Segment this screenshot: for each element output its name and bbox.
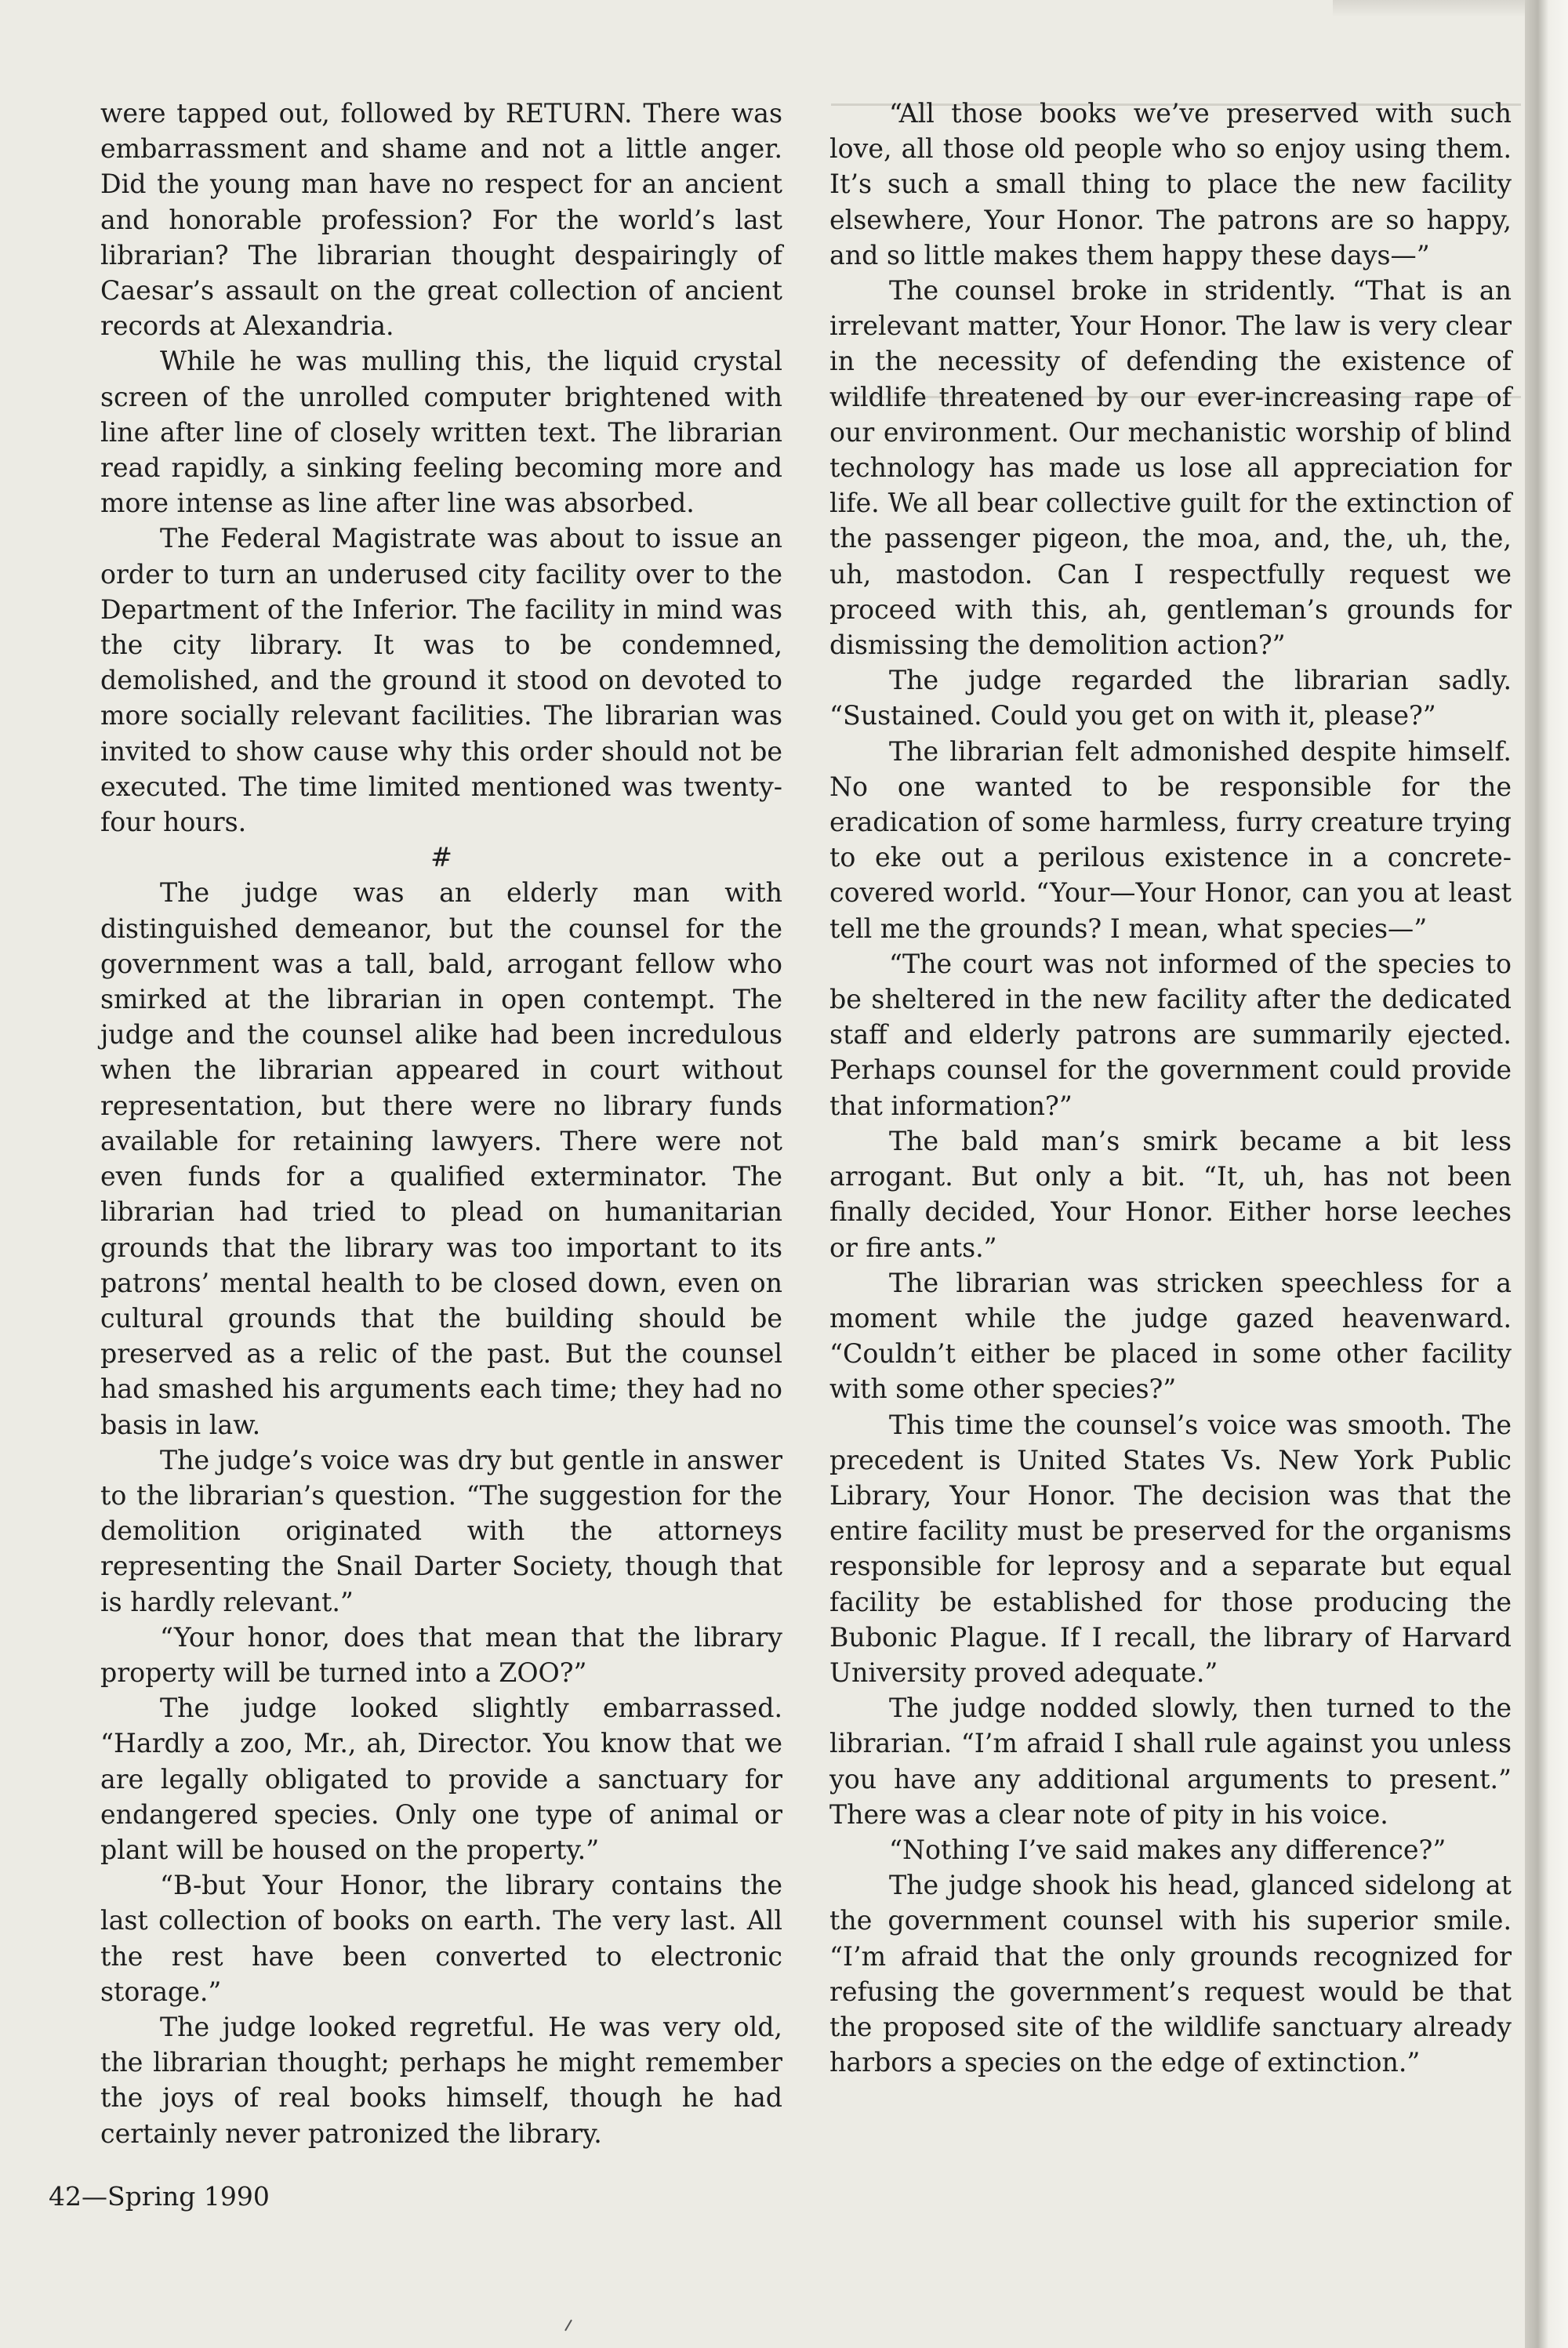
left-text-column <box>100 96 782 2151</box>
paragraph: The counsel broke in stridently. “That is an irrelevant matter, Your Honor. The law is very clear in the necessity of defending the existence of wildlife threatened by our ever-increasing rape of our environment. Our mechanistic worship of blind technology has made us lose all appreciation for life. We all bear collective guilt for the extinction of the passenger pigeon, the moa, and, the, uh, the, uh, mastodon. Can I respectfully request we proceed with this, ah, gentleman’s grounds for dismissing the demolition action?” <box>829 275 1512 661</box>
paragraph: The judge’s voice was dry but gentle in answer to the librarian’s question. “The suggestion for the demolition originated with the attorneys representing the Snail Darter Society, though that is hardly relevant.” <box>100 1444 782 1617</box>
paragraph: “All those books we’ve preserved with such love, all those old people who so enjoy using them. It’s such a small thing to place the new facility elsewhere, Your Honor. The patrons are so happy, and so little makes them happy these days—” <box>829 98 1512 270</box>
paragraph: “B-but Your Honor, the library contains the last collection of books on earth. The very last. All the rest have been converted to electronic storage.” <box>100 1870 782 2007</box>
paragraph: The judge looked slightly embarrassed. “Hardly a zoo, Mr., ah, Director. You know that we are legally obligated to provide a sanctuary for endangered species. Only one type of animal or plant will be housed on the property.” <box>100 1693 782 1865</box>
paragraph: The judge was an elderly man with distinguished demeanor, but the counsel for the government was a tall, bald, arrogant fellow who smirked at the librarian in open contempt. The judge and the counsel alike had been incredulous when the librarian appeared in court without representation, but there were no library funds available for retaining lawyers. There were not even funds for a qualified exterminator. The librarian had tried to plead on humanitarian grounds that the library was too important to its patrons’ mental health to be closed down, even on cultural grounds that the building should be preserved as a relic of the past. But the counsel had smashed his arguments each time; they had no basis in law. <box>100 877 782 1440</box>
page-top-shadow <box>1333 0 1525 17</box>
section-separator: # <box>430 842 452 873</box>
paragraph: While he was mulling this, the liquid crystal screen of the unrolled computer brightened with line after line of closely written text. The librarian read rapidly, a sinking feeling becoming more and more intense as line after line was absorbed. <box>100 346 782 519</box>
paragraph: The judge shook his head, glanced sidelong at the government counsel with his superior smile. “I’m afraid that the only grounds recognized for refusing the government’s request would be that the proposed site of the wildlife sanctuary already harbors a species on the edge of extinction.” <box>829 1870 1512 2078</box>
paper-speck <box>564 2320 572 2332</box>
paragraph: The Federal Magistrate was about to issue an order to turn an underused city facility over to the Department of the Inferior. The facility in mind was the city library. It was to be condemned, demolished, and the ground it stood on devoted to more socially relevant facilities. The librarian was invited to show cause why this order should not be executed. The time limited mentioned was twenty-four hours. <box>100 523 782 838</box>
paragraph: This time the counsel’s voice was smooth. The precedent is United States Vs. New York Public Library, Your Honor. The decision was that the entire facility must be preserved for the organisms responsible for leprosy and a separate but equal facility be established for those producing the Bubonic Plague. If I recall, the library of Harvard University proved adequate.” <box>829 1409 1512 1688</box>
right-text-column <box>829 96 1512 2080</box>
paragraph: The librarian was stricken speechless for a moment while the judge gazed heavenward. “Couldn’t either be placed in some other facility with some other species?” <box>829 1267 1512 1405</box>
paragraph: The judge looked regretful. He was very old, the librarian thought; perhaps he might remember the joys of real books himself, though he had certainly never patronized the library. <box>100 2011 782 2149</box>
paragraph: “Your honor, does that mean that the library property will be turned into a ZOO?” <box>100 1621 782 1688</box>
paragraph: The librarian felt admonished despite himself. No one wanted to be responsible for the eradication of some harmless, furry creature trying to eke out a perilous existence in a concrete-covered world. “Your—Your Honor, can you at least tell me the grounds? I mean, what species—” <box>829 735 1512 944</box>
page-folio: 42—Spring 1990 <box>49 2181 270 2212</box>
paragraph: The judge regarded the librarian sadly. “Sustained. Could you get on with it, please?” <box>829 665 1512 731</box>
paragraph: “Nothing I’ve said makes any difference?” <box>889 1834 1446 1865</box>
paragraph: The judge nodded slowly, then turned to the librarian. “I’m afraid I shall rule against you unless you have any additional arguments to present.” There was a clear note of pity in his voice. <box>829 1693 1512 1830</box>
paragraph: “The court was not informed of the species to be sheltered in the new facility after the dedicated staff and elderly patrons are summarily ejected. Perhaps counsel for the government could provide that information?” <box>829 948 1512 1121</box>
paragraph: The bald man’s smirk became a bit less arrogant. But only a bit. “It, uh, has not been finally decided, Your Honor. Either horse leeches or fire ants.” <box>829 1125 1512 1263</box>
page-edge-shadow <box>1525 0 1568 2348</box>
paragraph: were tapped out, followed by RETURN. There was embarrassment and shame and not a little anger. Did the young man have no respect for an ancient and honorable profession? For the world’s last librarian? The librarian thought despairingly of Caesar’s assault on the great collection of ancient records at Alexandria. <box>100 98 782 342</box>
